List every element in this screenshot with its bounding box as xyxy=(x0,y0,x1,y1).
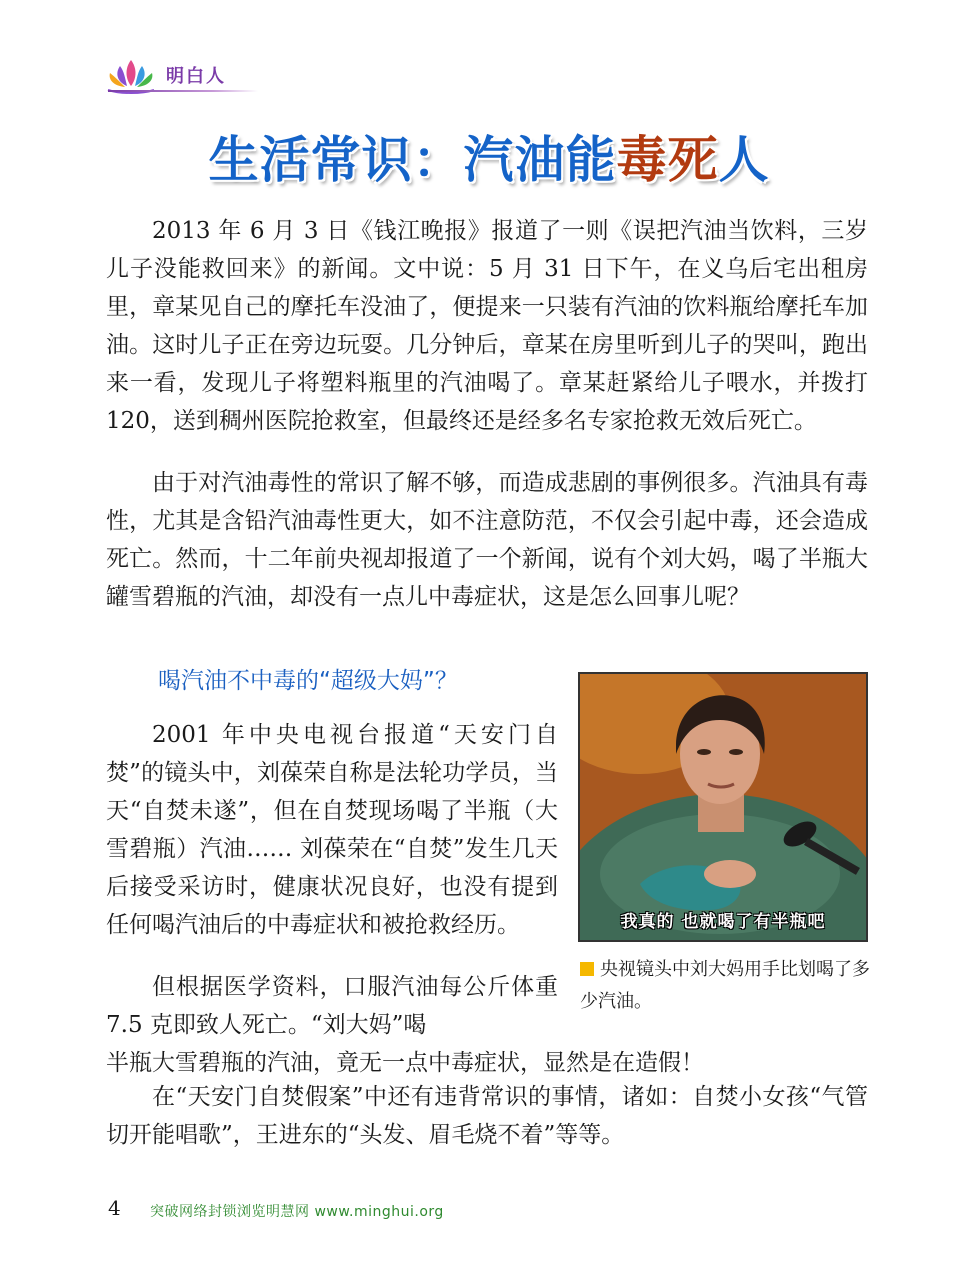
footer-link[interactable]: 突破网络封锁浏览明慧网 www.minghui.org xyxy=(150,1204,444,1220)
paragraph-2: 由于对汽油毒性的常识了解不够，而造成悲剧的事例很多。汽油具有毒性，尤其是含铅汽油毒性更大，如不注意防范，不仅会引起中毒，还会造成死亡。然而，十二年前央视却报道了一个新闻，说有个刘大妈，喝了半瓶大罐雪碧瓶的汽油，却没有一点儿中毒症状，这是怎么回事儿呢？ xyxy=(106,470,868,610)
section-heading: 喝汽油不中毒的“超级大妈”？ xyxy=(158,668,458,694)
page-number: 4 xyxy=(108,1196,121,1220)
photo-caption xyxy=(580,954,870,1018)
photo-illustration xyxy=(580,674,866,940)
page-title xyxy=(0,120,978,192)
caption-bullet-icon xyxy=(580,962,594,976)
photo-subtitle: 我真的 也就喝了有半瓶吧 xyxy=(620,912,826,932)
paragraph-3: 2001 年中央电视台报道“天安门自焚”的镜头中，刘葆荣自称是法轮功学员，当天“自焚未遂”，但在自焚现场喝了半瓶（大雪碧瓶）汽油…… 刘葆荣在“自焚”发生几天后接受采访时，健康状况良好，也没有提到任何喝汽油后的中毒症状和被抢救经历。 xyxy=(106,722,558,938)
brand-name: 明白人 xyxy=(166,66,226,87)
paragraph-1: 2013 年 6 月 3 日《钱江晚报》报道了一则《误把汽油当饮料，三岁儿子没能救回来》的新闻。文中说：5 月 31 日下午，在义乌后宅出租房里，章某见自己的摩托车没油了，便提来一只装有汽油的饮料瓶给摩托车加油。这时儿子正在旁边玩耍。几分钟后，章某在房里听到儿子的哭叫，跑出来一看，发现儿子将塑料瓶里的汽油喝了。章某赶紧给儿子喂水，并拨打 120，送到稠州医院抢救室，但最终还是经多名专家抢救无效后死亡。 xyxy=(106,218,868,434)
paragraph-4-end: 半瓶大雪碧瓶的汽油，竟无一点中毒症状，显然是在造假！ xyxy=(106,1050,704,1076)
caption-text: 央视镜头中刘大妈用手比划喝了多少汽油。 xyxy=(580,959,870,1012)
title-part-2: 毒死 xyxy=(616,131,719,189)
header xyxy=(100,56,260,96)
paragraph-4-start: 但根据医学资料，口服汽油每公斤体重 7.5 克即致人死亡。“刘大妈”喝 xyxy=(106,974,558,1038)
title-part-1: 生活常识：汽油能 xyxy=(208,131,617,189)
header-divider xyxy=(108,90,258,92)
title-part-3: 人 xyxy=(718,131,770,189)
news-photo xyxy=(578,672,868,942)
paragraph-5: 在“天安门自焚假案”中还有违背常识的事情，诸如：自焚小女孩“气管切开能唱歌”，王进东的“头发、眉毛烧不着”等等。 xyxy=(106,1084,868,1148)
